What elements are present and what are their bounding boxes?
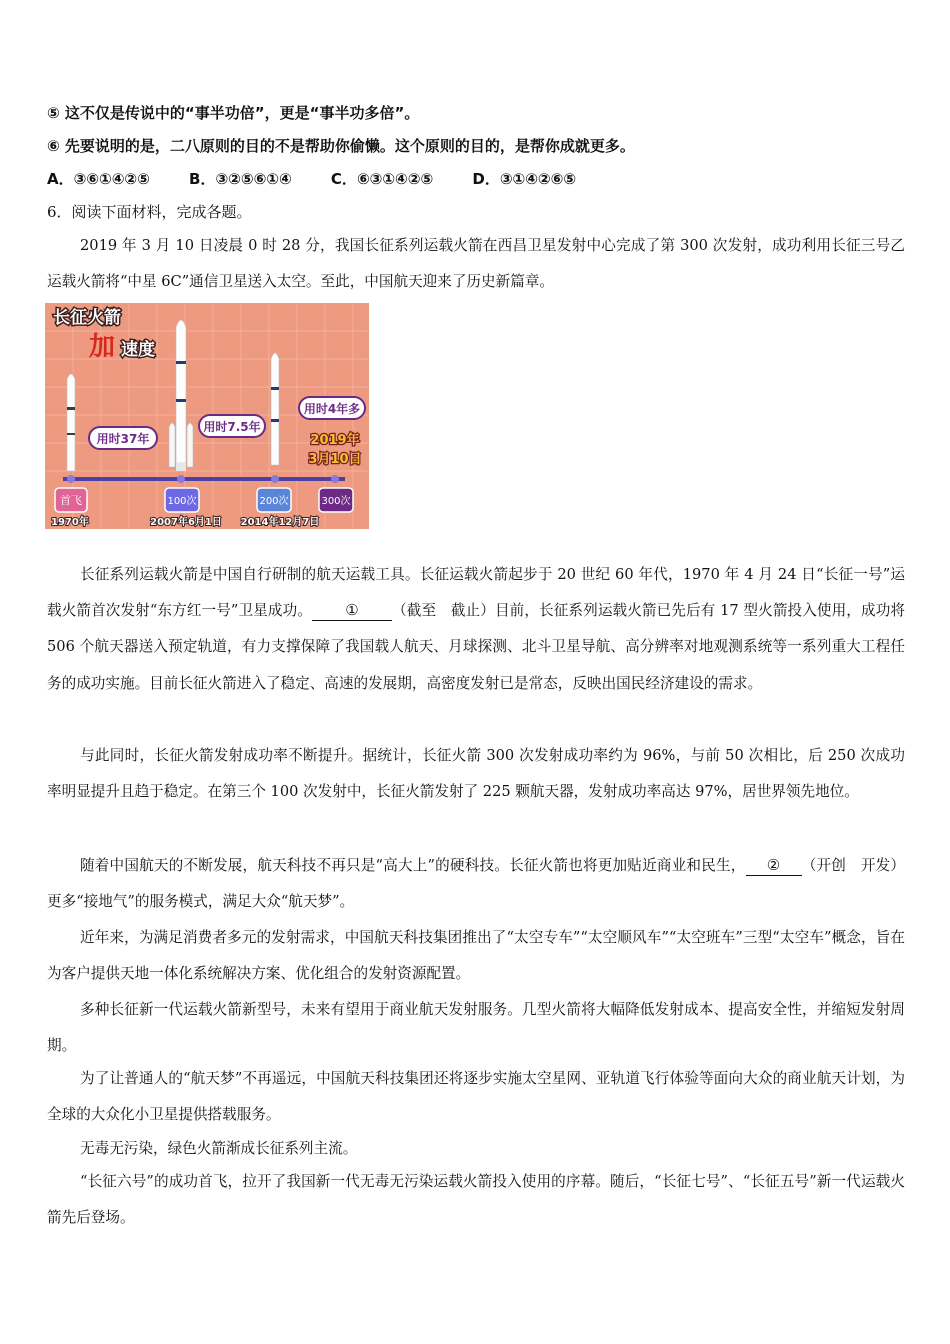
figure-title: 长征火箭 [53,308,121,328]
intro-paragraph: 2019 年 3 月 10 日凌晨 0 时 28 分，我国长征系列运载火箭在西昌卫星发射中心完成了第 300 次发射，成功利用长征三号乙运载火箭将“中星 6C”通信卫星送入太空。至此，中国航天迎来了历史新篇章。 [47,237,905,291]
timeline-dot-4 [331,475,339,483]
stage-badge-1 [89,427,157,449]
timeline-dot-1 [67,475,75,483]
milestone-label-2: 100次 [167,496,197,507]
question-heading: 6．阅读下面材料，完成各题。 [47,203,252,221]
choice-d[interactable]: D．③①④②⑥⑤ [472,170,577,188]
choice-b[interactable]: B．③②⑤⑥①④ [189,170,292,188]
timeline-dot-3 [271,475,279,483]
blank-2[interactable]: ② [746,856,802,876]
stage-label-3: 用时4年多 [303,402,361,416]
milestone-label-3: 200次 [259,496,289,507]
figure-title-accent: 加 [89,332,116,362]
date-label-3: 2014年12月7日 [240,517,320,528]
timeline-dot-2 [177,475,185,483]
stage-label-1: 用时37年 [96,432,150,446]
paragraph-1: 长征系列运载火箭是中国自行研制的航天运载工具。长征运载火箭起步于 20 世纪 60 年代，1970 年 4 月 24 日“长征一号”运载火箭首次发射“东方红一号”卫星成功。 ① （截至 截止）目前，长征系列运载火箭已先后有 17 型火箭投入使用，成功将 506 个航天器送入预定轨道，有力支撑保障了我国载人航天、月球探测、北斗卫星导航、高分辨率对地观测系统等一系列重大工程任务的成功实施。目前长征火箭进入了稳定、高速的发展期，高密度发射已是常态，反映出国民经济建设的需求。 [47,566,905,692]
date-label-2: 2007年6月1日 [150,517,222,528]
long-march-infographic [45,303,369,529]
blank-1[interactable]: ① [312,601,392,621]
paragraph-3: 随着中国航天的不断发展，航天科技不再只是“高大上”的硬科技。长征火箭也将更加贴近商业和民生， ② （开创 开发）更多“接地气”的服务模式，满足大众“航天梦”。 [47,856,905,911]
paragraph-7: 无毒无污染，绿色火箭渐成长征系列主流。 [80,1140,358,1157]
rocket-icon-1 [67,374,75,471]
highlight-year: 2019年 [310,433,360,448]
rocket-icon-3 [271,353,279,465]
stage-label-2: 用时7.5年 [203,420,261,434]
option-5-line: ⑤ 这不仅是传说中的“事半功倍”，更是“事半功多倍”。 [47,104,420,122]
option-6-line: ⑥ 先要说明的是，二八原则的目的不是帮助你偷懒。这个原则的目的，是帮你成就更多。 [47,137,635,155]
figure-title-rest: 速度 [121,340,155,360]
answer-choices [47,169,610,189]
paragraph-4: 近年来，为满足消费者多元的发射需求，中国航天科技集团推出了“太空专车”“太空顺风车”“太空班车”三型“太空车”概念，旨在为客户提供天地一体化系统解决方案、优化组合的发射资源配置。 [47,929,905,983]
choice-c[interactable]: C．⑥③①④②⑤ [330,170,434,188]
date-label-1: 1970年 [51,517,89,528]
stage-badge-2 [199,415,265,437]
stage-badge-3 [299,397,365,419]
choice-a[interactable]: A．③⑥①④②⑤ [47,170,150,188]
paragraph-6: 为了让普通人的“航天梦”不再遥远，中国航天科技集团还将逐步实施太空星网、亚轨道飞行体验等面向大众的商业航天计划，为全球的大众化小卫星提供搭载服务。 [47,1070,905,1124]
milestone-label-1: 首飞 [60,494,82,507]
paragraph-5: 多种长征新一代运载火箭新型号，未来有望用于商业航天发射服务。几型火箭将大幅降低发射成本、提高安全性，并缩短发射周期。 [47,1001,905,1055]
highlight-date: 3月10日 [308,452,362,467]
paragraph-2: 与此同时，长征火箭发射成功率不断提升。据统计，长征火箭 300 次发射成功率约为 96%，与前 50 次相比，后 250 次成功率明显提升且趋于稳定。在第三个 100 次发射中，长征火箭发射了 225 颗航天器，发射成功率高达 97%，居世界领先地位。 [47,747,905,801]
paragraph-8: “长征六号”的成功首飞，拉开了我国新一代无毒无污染运载火箭投入使用的序幕。随后，“长征七号”、“长征五号”新一代运载火箭先后登场。 [47,1173,905,1227]
milestone-label-4: 300次 [321,496,351,507]
